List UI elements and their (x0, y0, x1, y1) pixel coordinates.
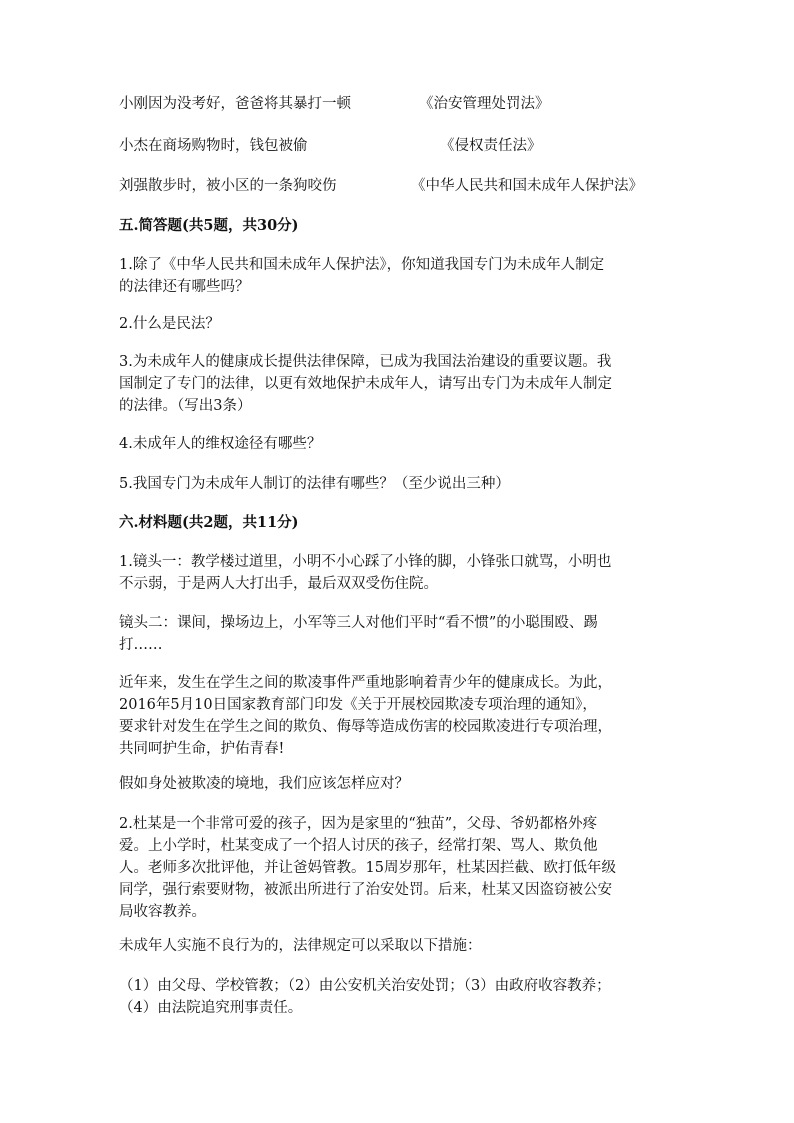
text-line: 2016年5月10日国家教育部门印发《关于开展校园欺凌专项治理的通知》， (119, 697, 597, 713)
matching-row (119, 135, 699, 157)
text-line: 5.我国专门为未成年人制订的法律有哪些？（至少说出三种） (119, 476, 510, 492)
matching-left-item: 小杰在商场购物时，钱包被偷 (119, 138, 308, 154)
matching-row (119, 175, 699, 197)
matching-right-item: 《侵权责任法》 (440, 138, 542, 154)
question-4 (119, 433, 667, 455)
text-line: 未成年人实施不良行为的，法律规定可以采取以下措施： (119, 938, 482, 954)
matching-right-item: 《治安管理处罚法》 (419, 96, 550, 112)
matching-left-item: 小刚因为没考好，爸爸将其暴打一顿 (119, 96, 351, 112)
section-title: 六.材料题(共2题，共11分) (119, 514, 299, 531)
text-line: 的法律。（写出3条） (119, 398, 252, 414)
text-line: 近年来，发生在学生之间的欺凌事件严重地影响着青少年的健康成长。为此， (119, 675, 612, 691)
question-3 (119, 351, 667, 417)
text-line: 人。老师多次批评他，并让爸妈管教。15周岁那年，杜某因拦截、欧打低年级 (119, 860, 616, 876)
text-line: 局收容教养。 (119, 904, 206, 920)
text-line: 1.除了《中华人民共和国未成年人保护法》，你知道我国专门为未成年人制定 (119, 257, 605, 273)
text-line: 3.为未成年人的健康成长提供法律保障，已成为我国法治建设的重要议题。我 (119, 354, 612, 370)
section-title: 五.简答题(共5题，共30分) (119, 217, 299, 234)
text-line: 1.镜头一：教学楼过道里，小明不小心踩了小锋的脚，小锋张口就骂，小明也 (119, 554, 612, 570)
text-line: （4）由法院追究刑事责任。 (119, 1000, 303, 1016)
text-line: 的法律还有哪些吗？ (119, 279, 250, 295)
matching-right-item: 《中华人民共和国未成年人保护法》 (411, 178, 643, 194)
material-2-story (119, 813, 667, 923)
material-1-scene-1 (119, 551, 667, 595)
material-1-question (119, 773, 667, 795)
matching-row (119, 93, 699, 115)
text-line: （1）由父母、学校管教；（2）由公安机关治安处罚；（3）由政府收容教养； (119, 978, 611, 994)
text-line: 2.杜某是一个非常可爱的孩子，因为是家里的“独苗”，父母、爷奶都格外疼 (119, 816, 598, 832)
text-line: 共同呵护生命，护佑青春! (119, 741, 285, 757)
text-line: 2.什么是民法？ (119, 316, 220, 332)
text-line: 要求针对发生在学生之间的欺负、侮辱等造成伤害的校园欺凌进行专项治理， (119, 719, 612, 735)
text-line: 爱。上小学时，杜某变成了一个招人讨厌的孩子，经常打架、骂人、欺负他 (119, 838, 598, 854)
material-1-scene-2 (119, 612, 667, 656)
material-2-law-intro (119, 935, 667, 957)
text-line: 假如身处被欺凌的境地，我们应该怎样应对？ (119, 776, 409, 792)
question-1 (119, 254, 667, 298)
text-line: 镜头二：课间，操场边上，小军等三人对他们平时“看不惯”的小聪围殴、踢 (119, 615, 598, 631)
question-5 (119, 473, 667, 495)
material-2-measures (119, 975, 667, 1019)
text-line: 同学，强行索要财物，被派出所进行了治安处罚。后来，杜某又因盗窃被公安 (119, 882, 612, 898)
material-1-background (119, 672, 667, 760)
question-2 (119, 313, 667, 335)
text-line: 4.未成年人的维权途径有哪些？ (119, 436, 322, 452)
text-line: 打…… (119, 637, 163, 653)
text-line: 不示弱，于是两人大打出手，最后双双受伤住院。 (119, 576, 438, 592)
text-line: 国制定了专门的法律，以更有效地保护未成年人，请写出专门为未成年人制定 (119, 376, 612, 392)
matching-left-item: 刘强散步时，被小区的一条狗咬伤 (119, 178, 337, 194)
